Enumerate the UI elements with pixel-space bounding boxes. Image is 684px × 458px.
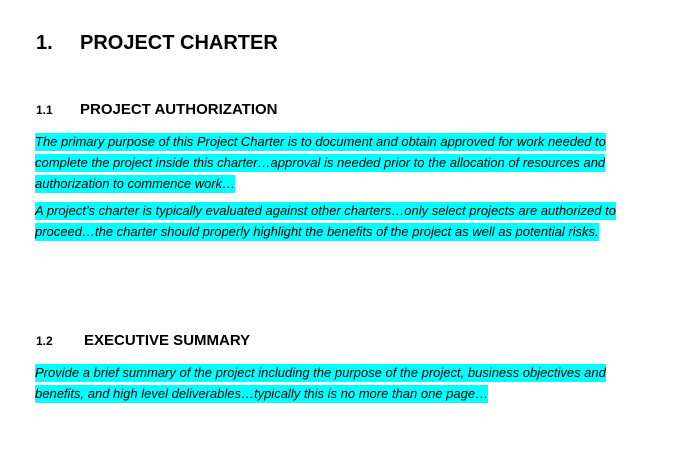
highlighted-text: The primary purpose of this Project Charter is to document and obtain approved for work needed to complete the project inside this charter…approval is needed prior to the allocation of resources and authorization to commence work… bbox=[35, 134, 606, 191]
highlighted-text: A project’s charter is typically evaluated against other charters…only select projects are authorized to proceed…the charter should properly highlight the benefits of the project as well as potential risks. bbox=[35, 203, 616, 239]
executive-summary-paragraph bbox=[35, 362, 635, 404]
highlighted-text: Provide a brief summary of the project including the purpose of the project, business objectives and benefits, and high level deliverables…typically this is no more than one page… bbox=[35, 365, 606, 401]
section-title: PROJECT AUTHORIZATION bbox=[80, 101, 278, 118]
section-number: 1.2 bbox=[36, 334, 53, 348]
main-heading bbox=[36, 31, 278, 55]
section-title: EXECUTIVE SUMMARY bbox=[84, 332, 251, 349]
authorization-paragraph-2 bbox=[35, 200, 635, 242]
main-heading-number: 1. bbox=[36, 32, 53, 54]
authorization-paragraph-1 bbox=[35, 131, 635, 194]
section-heading-executive-summary bbox=[36, 332, 250, 350]
main-heading-title: PROJECT CHARTER bbox=[80, 32, 278, 54]
section-heading-authorization bbox=[36, 101, 278, 119]
section-number: 1.1 bbox=[36, 103, 53, 117]
